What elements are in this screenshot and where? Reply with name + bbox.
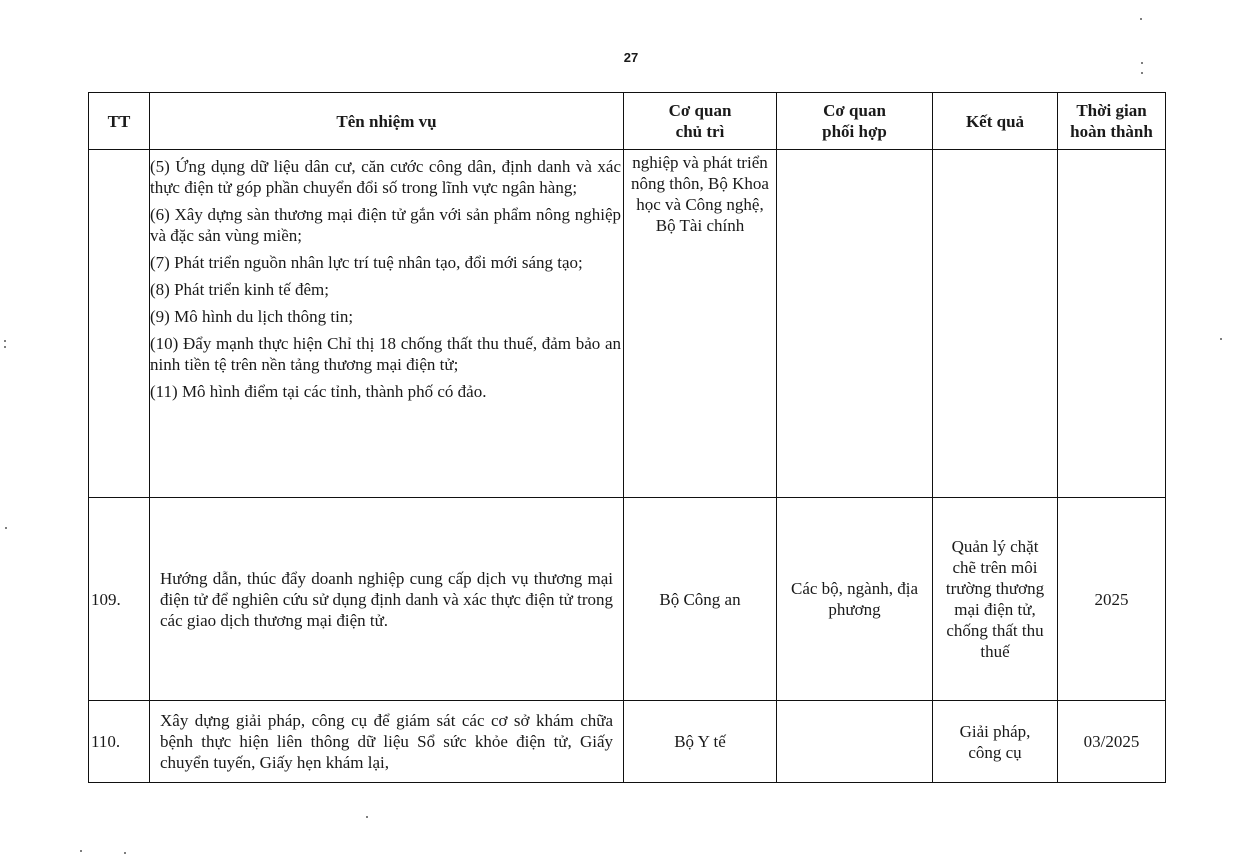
row-continued-result bbox=[933, 150, 1058, 498]
task-item-8: (8) Phát triển kinh tế đêm; bbox=[150, 280, 329, 299]
page-number: 27 bbox=[623, 50, 639, 65]
row-110-result: Giải pháp, công cụ bbox=[933, 701, 1058, 783]
row-continued-coop bbox=[777, 150, 933, 498]
row-110-tt: 110. bbox=[89, 701, 150, 783]
table-header-row bbox=[89, 93, 1166, 150]
header-result: Kết quả bbox=[933, 93, 1058, 150]
scan-speck bbox=[1220, 338, 1222, 340]
scan-speck bbox=[1141, 72, 1143, 74]
task-item-9: (9) Mô hình du lịch thông tin; bbox=[150, 307, 354, 326]
row-continued-task bbox=[150, 150, 624, 498]
header-lead-line2: chủ trì bbox=[675, 122, 725, 141]
header-lead-agency bbox=[624, 93, 777, 150]
table-row-continued bbox=[89, 150, 1166, 498]
task-item-6: (6) Xây dựng sàn thương mại điện tử gắn với sản phẩm nông nghiệp và đặc sản vùng miền; bbox=[150, 205, 621, 245]
scan-speck bbox=[1141, 62, 1143, 64]
header-deadline-line1: Thời gian bbox=[1076, 101, 1147, 120]
row-continued-deadline bbox=[1058, 150, 1166, 498]
table-row-109 bbox=[89, 498, 1166, 701]
header-coop-line2: phối hợp bbox=[822, 122, 887, 141]
table-row-110 bbox=[89, 701, 1166, 783]
header-lead-line1: Cơ quan bbox=[668, 101, 732, 120]
task-item-5: (5) Ứng dụng dữ liệu dân cư, căn cước công dân, định danh và xác thực điện tử góp phần chuyển đổi số trong lĩnh vực ngân hàng; bbox=[150, 157, 621, 197]
row-continued-tt bbox=[89, 150, 150, 498]
scan-speck bbox=[5, 527, 7, 529]
header-coop-agency bbox=[777, 93, 933, 150]
row-109-coop: Các bộ, ngành, địa phương bbox=[777, 498, 933, 701]
header-deadline bbox=[1058, 93, 1166, 150]
row-110-deadline: 03/2025 bbox=[1058, 701, 1166, 783]
scan-speck bbox=[124, 852, 126, 854]
task-item-10: (10) Đẩy mạnh thực hiện Chỉ thị 18 chống thất thu thuế, đảm bảo an ninh tiền tệ trên nền tảng thương mại điện tử; bbox=[150, 334, 621, 374]
header-task: Tên nhiệm vụ bbox=[150, 93, 624, 150]
row-109-task: Hướng dẫn, thúc đẩy doanh nghiệp cung cấp dịch vụ thương mại điện tử để nghiên cứu sử dụng định danh và xác thực điện tử trong các giao dịch thương mại điện tử. bbox=[150, 498, 624, 701]
row-continued-lead: nghiệp và phát triển nông thôn, Bộ Khoa học và Công nghệ, Bộ Tài chính bbox=[624, 150, 777, 498]
row-109-lead: Bộ Công an bbox=[624, 498, 777, 701]
task-item-7: (7) Phát triển nguồn nhân lực trí tuệ nhân tạo, đổi mới sáng tạo; bbox=[150, 253, 583, 272]
scan-speck bbox=[1140, 18, 1142, 20]
row-109-tt: 109. bbox=[89, 498, 150, 701]
row-110-lead: Bộ Y tế bbox=[624, 701, 777, 783]
scan-speck bbox=[80, 850, 82, 852]
scan-speck bbox=[366, 816, 368, 818]
row-110-task: Xây dựng giải pháp, công cụ để giám sát các cơ sở khám chữa bệnh thực hiện liên thông dữ liệu Sổ sức khỏe điện tử, Giấy chuyển tuyến, Giấy hẹn khám lại, bbox=[150, 701, 624, 783]
row-110-coop bbox=[777, 701, 933, 783]
task-table bbox=[88, 92, 1166, 783]
header-tt: TT bbox=[89, 93, 150, 150]
header-deadline-line2: hoàn thành bbox=[1070, 122, 1153, 141]
scan-speck bbox=[4, 340, 6, 342]
task-item-11: (11) Mô hình điểm tại các tỉnh, thành phố có đảo. bbox=[150, 382, 487, 401]
row-109-deadline: 2025 bbox=[1058, 498, 1166, 701]
header-coop-line1: Cơ quan bbox=[823, 101, 886, 120]
row-109-result: Quản lý chặt chẽ trên môi trường thương mại điện tử, chống thất thu thuế bbox=[933, 498, 1058, 701]
scan-speck bbox=[4, 346, 6, 348]
